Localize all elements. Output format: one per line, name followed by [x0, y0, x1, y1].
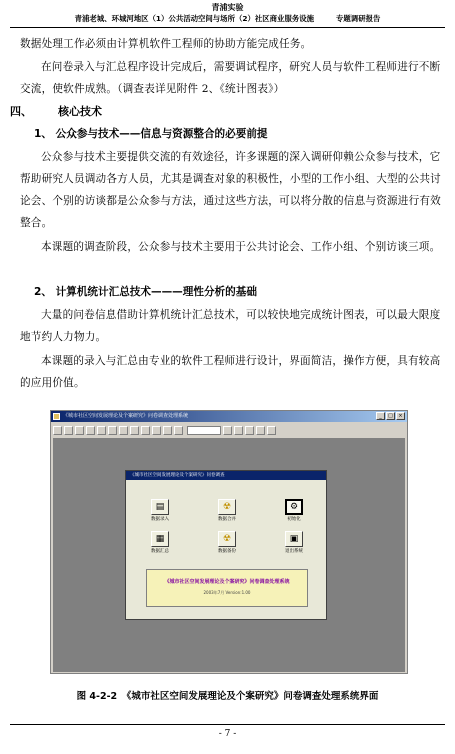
paragraph-6: 本课题的录入与汇总由专业的软件工程师进行设计，界面简洁，操作方便，具有较高的应用价值。	[20, 355, 441, 389]
banner-version: 2003年7月 Version:1.00	[203, 590, 251, 595]
header-subtitle-right: 专题调研报告	[336, 14, 381, 23]
window-title: 《城市社区空间发展理论及个案研究》问卷调查处理系统	[63, 413, 189, 419]
minimize-icon[interactable]: _	[376, 412, 385, 420]
paragraph-3: 公众参与技术主要提供交流的有效途径，许多课题的深入调研仰赖公众参与技术，它帮助研究人员调动各方人员，尤其是调查对象的积极性，小型的工作小组、大型的公共讨论会、个别的访谈都是公众参与方法，通过这些方法，可以将分散的信息与资源进行有效整合。	[20, 151, 441, 229]
page-header	[10, 2, 445, 24]
data-entry-icon[interactable]: ▤	[151, 499, 169, 515]
undo-icon[interactable]	[130, 426, 139, 435]
module-initialize[interactable]	[272, 499, 316, 522]
dialog-titlebar	[126, 471, 326, 480]
window-icon[interactable]	[256, 426, 265, 435]
paragraph-1: 数据处理工作必须由计算机软件工程师的协助方能完成任务。	[20, 38, 312, 50]
header-rule	[10, 27, 445, 28]
paragraph-5: 大量的问卷信息借助计算机统计汇总技术，可以较快地完成统计图表，可以最大限度地节约人力物力。	[20, 309, 441, 343]
cut-icon[interactable]	[97, 426, 106, 435]
initialize-icon[interactable]: ⚙	[285, 499, 303, 515]
paragraph-2: 在问卷录入与汇总程序设计完成后，需要调试程序，研究人员与软件工程师进行不断交流，使软件成熟。（调查表详见附件 2、《统计图表》）	[20, 61, 441, 95]
window-client-area	[53, 438, 405, 672]
table-icon[interactable]	[234, 426, 243, 435]
properties-icon[interactable]	[223, 426, 232, 435]
new-icon[interactable]	[53, 426, 62, 435]
save-icon[interactable]	[75, 426, 84, 435]
module-data-summary[interactable]	[138, 531, 182, 554]
section-number: 四、	[10, 105, 32, 118]
help-icon[interactable]	[267, 426, 276, 435]
paste-icon[interactable]	[119, 426, 128, 435]
section-heading-4	[10, 102, 102, 122]
copy-icon[interactable]	[108, 426, 117, 435]
footer-rule	[10, 724, 445, 725]
header-title: 青浦实验	[211, 3, 244, 12]
module-data-backup[interactable]	[205, 531, 249, 554]
open-icon[interactable]	[64, 426, 73, 435]
window-controls	[376, 412, 405, 420]
redo-icon[interactable]	[141, 426, 150, 435]
module-data-entry[interactable]	[138, 499, 182, 522]
app-icon	[53, 413, 60, 420]
dialog-title: 《城市社区空间发展理论及个案研究》问卷调查	[130, 473, 225, 478]
module-data-merge[interactable]	[205, 499, 249, 522]
module-label: 数据合并	[218, 517, 236, 522]
toolbar-combo[interactable]	[187, 426, 221, 435]
data-backup-icon[interactable]: ☢	[218, 531, 236, 547]
module-exit-system[interactable]	[272, 531, 316, 554]
header-subtitle	[10, 13, 445, 24]
form-icon[interactable]	[245, 426, 254, 435]
section-title: 核心技术	[58, 105, 102, 118]
header-subtitle-left: 青浦老城、环城河地区（1）公共活动空间与场所（2）社区商业服务设施	[74, 14, 315, 23]
app-window-screenshot	[50, 410, 408, 674]
data-merge-icon[interactable]: ☢	[218, 499, 236, 515]
module-label: 数据汇总	[151, 549, 169, 554]
module-label: 数据备份	[218, 549, 236, 554]
paragraph-4: 本课题的调查阶段，公众参与技术主要用于公共讨论会、工作小组、个别访谈三项。	[41, 241, 441, 253]
page-number: - 7 -	[218, 729, 237, 739]
subsection-heading-1: 1、 公众参与技术——信息与资源整合的必要前提	[34, 128, 268, 140]
module-label: 初始化	[287, 517, 301, 522]
data-summary-icon[interactable]: ▦	[151, 531, 169, 547]
exit-system-icon[interactable]: ▣	[285, 531, 303, 547]
close-icon[interactable]: ×	[396, 412, 405, 420]
system-banner	[146, 569, 308, 607]
figure-caption: 图 4-2-2 《城市社区空间发展理论及个案研究》问卷调查处理系统界面	[76, 691, 379, 702]
find-icon[interactable]	[152, 426, 161, 435]
banner-title: 《城市社区空间发展理论及个案研究》问卷调查处理系统	[164, 579, 290, 585]
sort-icon[interactable]	[163, 426, 172, 435]
print-icon[interactable]	[86, 426, 95, 435]
module-label: 数据录入	[151, 517, 169, 522]
main-dialog	[125, 470, 327, 620]
module-label: 退出系统	[285, 549, 303, 554]
window-titlebar	[51, 411, 407, 422]
filter-icon[interactable]	[174, 426, 183, 435]
subsection-heading-2: 2、 计算机统计汇总技术———理性分析的基础	[34, 286, 257, 298]
maximize-icon[interactable]: □	[386, 412, 395, 420]
window-toolbar	[53, 424, 405, 436]
